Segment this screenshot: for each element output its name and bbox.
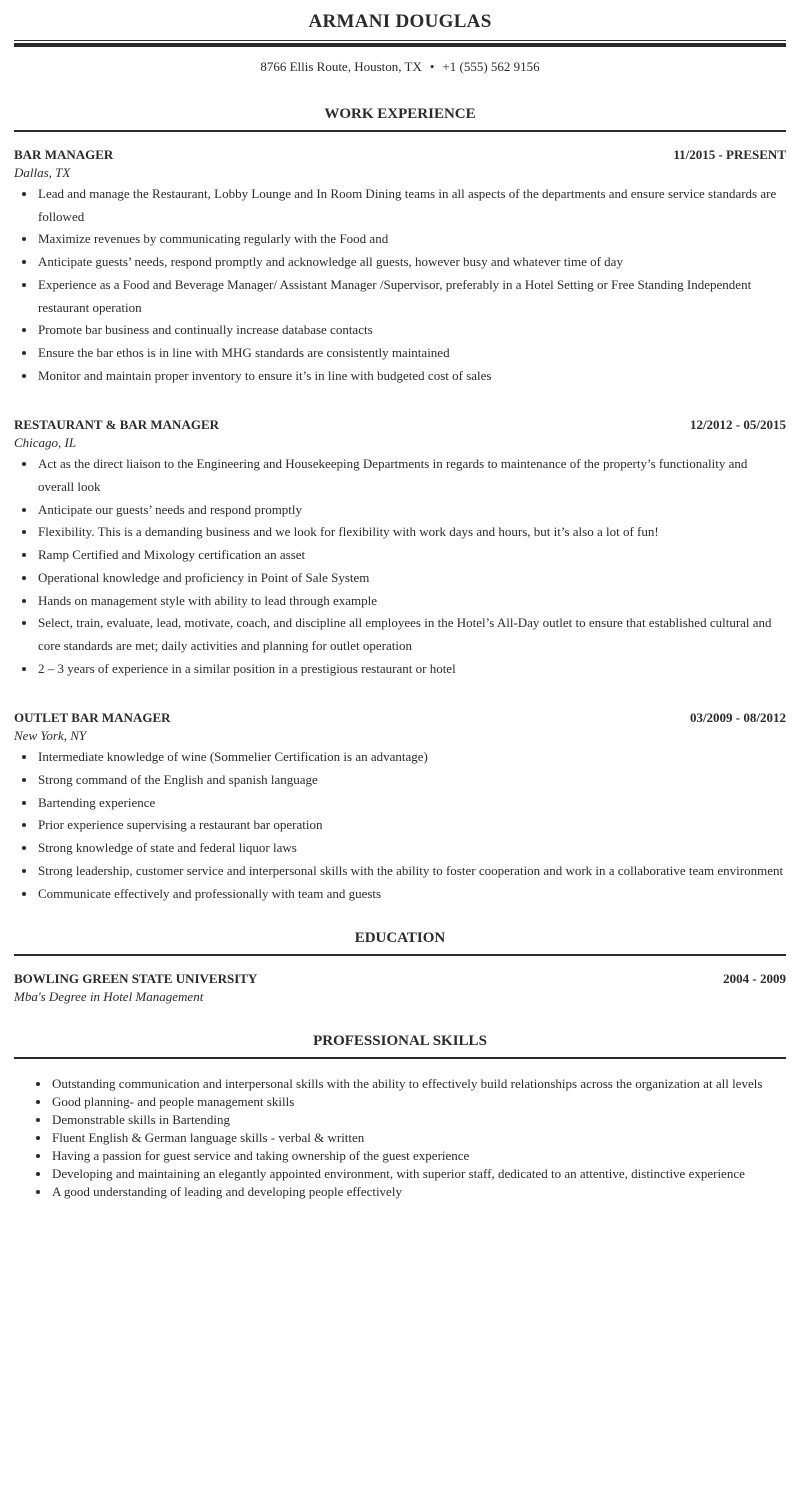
list-item: • Bartending experience: [37, 792, 786, 815]
section-divider: [14, 954, 786, 956]
job-location: Dallas, TX: [14, 165, 71, 180]
list-item: • Strong knowledge of state and federal liquor laws: [37, 837, 786, 860]
list-item: • Lead and manage the Restaurant, Lobby Lounge and In Room Dining teams in all aspects of the departments and ensure service standards are followed: [37, 183, 786, 228]
separator: •: [429, 59, 435, 74]
job-header: [14, 709, 786, 727]
job-entry: [14, 146, 786, 387]
list-item: • Hands on management style with ability to lead through example: [37, 590, 786, 613]
job-location: New York, NY: [14, 728, 87, 744]
list-item: • Anticipate guests’ needs, respond promptly and acknowledge all guests, however busy and whatever time of day: [37, 251, 786, 274]
degree: Mba's Degree in Hotel Management: [14, 989, 204, 1005]
list-item: • Promote bar business and continually increase database contacts: [37, 319, 786, 342]
job-header: [14, 146, 786, 164]
job-title: BAR MANAGER: [14, 147, 114, 162]
list-item: • Strong command of the English and spanish language: [37, 769, 786, 792]
header-divider: [14, 40, 786, 47]
list-item: • Anticipate our guests’ needs and respond promptly: [37, 499, 786, 522]
job-title: RESTAURANT & BAR MANAGER: [14, 417, 220, 433]
education-section: [14, 928, 786, 1006]
job-dates: 11/2015 - PRESENT: [673, 147, 786, 162]
candidate-name: ARMANI DOUGLAS: [308, 11, 492, 32]
list-item: • Ramp Certified and Mixology certification an asset: [37, 544, 786, 567]
section-title: EDUCATION: [354, 930, 446, 947]
job-location: Chicago, IL: [14, 435, 77, 451]
skill-item: • Developing and maintaining an elegantly appointed environment, with superior staff, dedicated to an attentive, distinctive experience: [51, 1165, 786, 1183]
education-dates: 2004 - 2009: [723, 971, 786, 987]
skills-list: [51, 1075, 786, 1201]
skill-item: • Outstanding communication and interpersonal skills with the ability to effectively build relationships across the organization at all levels: [51, 1075, 786, 1093]
list-item: • Prior experience supervising a restaurant bar operation: [37, 814, 786, 837]
list-item: • Maximize revenues by communicating regularly with the Food and: [37, 228, 786, 251]
job-bullets: [37, 453, 786, 680]
list-item: • Communicate effectively and professionally with team and guests: [37, 883, 786, 906]
phone: +1 (555) 562 9156: [442, 59, 540, 74]
address: 8766 Ellis Route, Houston, TX: [260, 59, 422, 74]
job-header: [14, 416, 786, 434]
list-item: • Experience as a Food and Beverage Manager/ Assistant Manager /Supervisor, preferably in a Hotel Setting or Free Standing Independent restaurant operation: [37, 274, 786, 319]
job-entry: [14, 709, 786, 905]
skill-item: • Having a passion for guest service and taking ownership of the guest experience: [51, 1147, 786, 1165]
job-bullets: [37, 746, 786, 905]
list-item: • Flexibility. This is a demanding business and we look for flexibility with work days and hours, but it’s also a lot of fun!: [37, 521, 786, 544]
education-entry: [14, 970, 786, 988]
skill-item: • Good planning- and people management skills: [51, 1093, 786, 1111]
list-item: • Operational knowledge and proficiency in Point of Sale System: [37, 567, 786, 590]
list-item: • Monitor and maintain proper inventory to ensure it’s in line with budgeted cost of sales: [37, 365, 786, 388]
skill-item: • Demonstrable skills in Bartending: [51, 1111, 786, 1129]
section-title: WORK EXPERIENCE: [324, 106, 476, 122]
section-divider: [14, 130, 786, 132]
list-item: • Intermediate knowledge of wine (Sommelier Certification is an advantage): [37, 746, 786, 769]
list-item: • 2 – 3 years of experience in a similar position in a prestigious restaurant or hotel: [37, 658, 786, 681]
skill-item: • Fluent English & German language skills - verbal & written: [51, 1129, 786, 1147]
job-dates: 03/2009 - 08/2012: [689, 710, 786, 726]
job-bullets: [37, 183, 786, 387]
resume: [14, 0, 786, 1201]
section-divider: [14, 1057, 786, 1059]
list-item: • Ensure the bar ethos is in line with MHG standards are consistently maintained: [37, 342, 786, 365]
professional-skills-section: [14, 1031, 786, 1201]
job-entry: [14, 416, 786, 680]
list-item: • Strong leadership, customer service and interpersonal skills with the ability to foster cooperation and work in a collaborative team environment: [37, 860, 786, 883]
school-name: BOWLING GREEN STATE UNIVERSITY: [14, 971, 258, 987]
job-title: OUTLET BAR MANAGER: [14, 710, 171, 726]
skill-item: • A good understanding of leading and developing people effectively: [51, 1183, 786, 1201]
list-item: • Act as the direct liaison to the Engineering and Housekeeping Departments in regards to maintenance of the property’s functionality and overall look: [37, 453, 786, 498]
contact-line: [14, 58, 786, 76]
section-title: PROFESSIONAL SKILLS: [313, 1033, 487, 1050]
list-item: • Select, train, evaluate, lead, motivate, coach, and discipline all employees in the Hotel’s All-Day outlet to ensure that established cultural and core standards are met; daily activities and planning for outlet operation: [37, 612, 786, 657]
job-dates: 12/2012 - 05/2015: [689, 417, 786, 433]
work-experience-section: [14, 104, 786, 905]
